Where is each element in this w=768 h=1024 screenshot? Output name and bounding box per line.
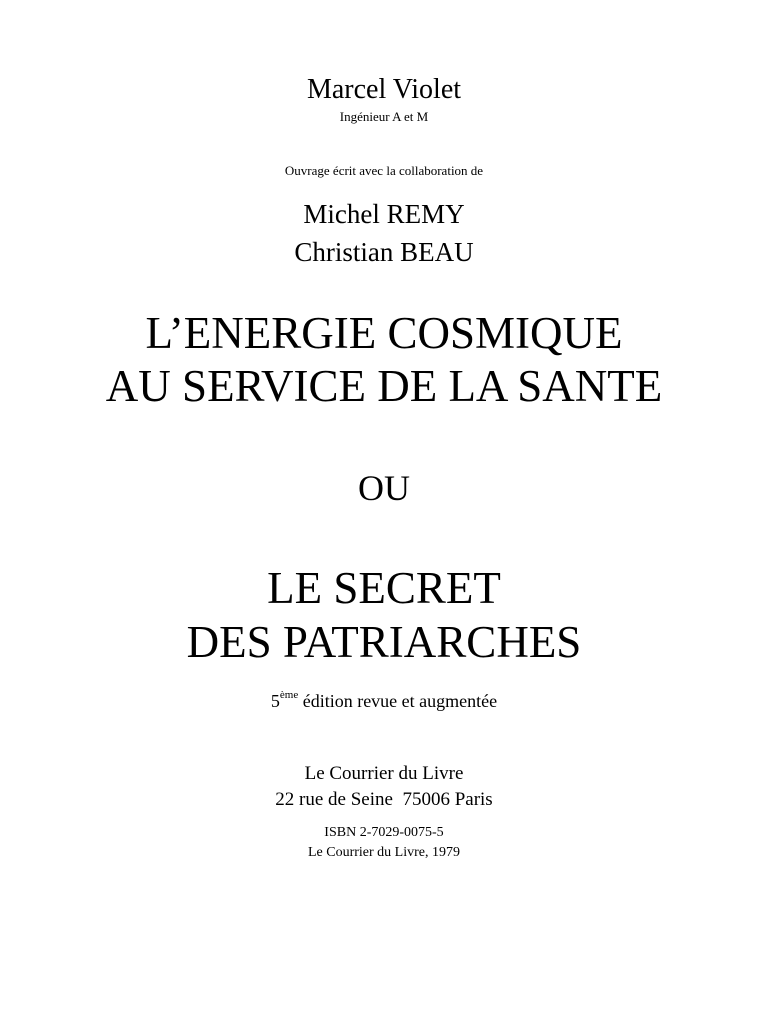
edition-number: 5	[270, 691, 280, 711]
book-title-line: L’ENERGIE COSMIQUE	[145, 308, 623, 358]
collaborator-name: Christian BEAU	[294, 237, 474, 267]
book-subtitle-line: LE SECRET	[267, 563, 501, 613]
publisher-address	[0, 790, 768, 809]
edition-ordinal-suffix: ème	[279, 689, 299, 701]
book-title-line: AU SERVICE DE LA SANTE	[105, 361, 663, 411]
publisher-address-text: 22 rue de Seine 75006 Paris	[275, 789, 493, 810]
collaborator-name: Michel REMY	[303, 199, 465, 229]
edition-description: édition revue et augmentée	[298, 691, 498, 711]
publisher-name: Le Courrier du Livre	[304, 763, 464, 784]
book-subtitle-line: DES PATRIARCHES	[186, 617, 582, 667]
author-name: Marcel Violet	[306, 74, 462, 105]
title-connector: OU	[358, 468, 410, 508]
collaboration-intro: Ouvrage écrit avec la collaboration de	[284, 163, 484, 178]
isbn: ISBN 2-7029-0075-5	[324, 825, 444, 840]
edition-statement	[0, 689, 768, 711]
author-role: Ingénieur A et M	[339, 109, 429, 124]
copyright-line: Le Courrier du Livre, 1979	[307, 845, 460, 860]
